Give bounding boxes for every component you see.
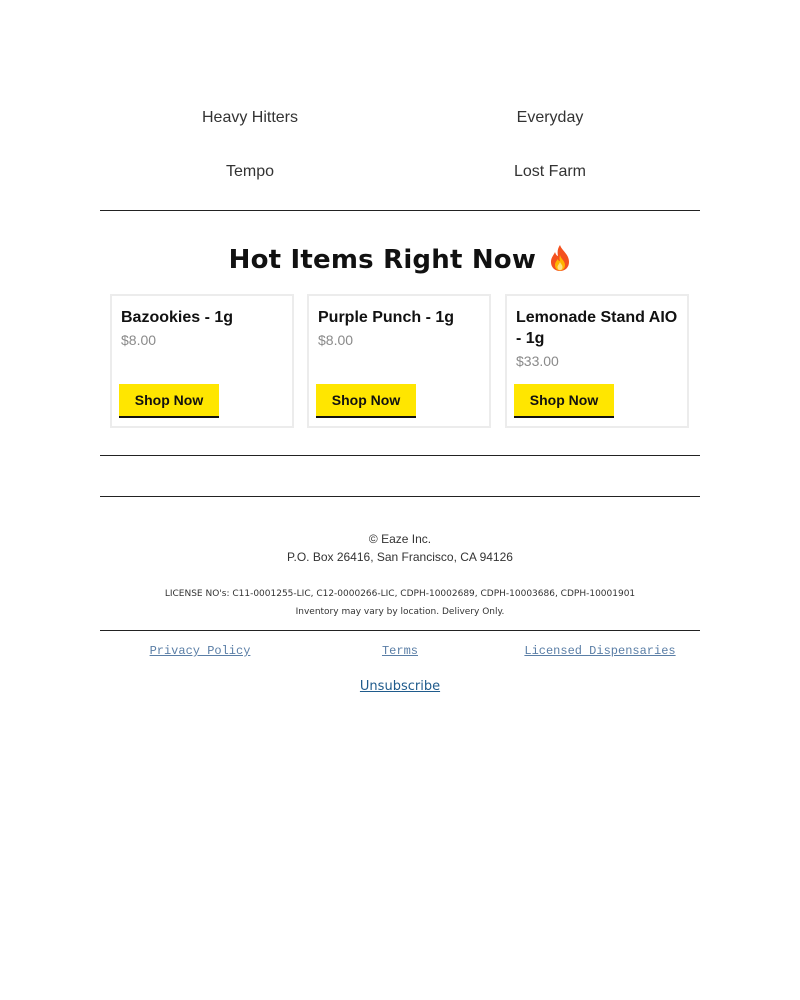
product-card bbox=[110, 294, 294, 428]
brand-link-lost-farm[interactable]: Lost Farm bbox=[513, 163, 586, 180]
hot-items-title: Hot Items Right Now bbox=[228, 245, 537, 275]
unsubscribe-link[interactable]: Unsubscribe bbox=[359, 679, 441, 694]
product-price: $33.00 bbox=[516, 353, 559, 369]
fire-icon bbox=[549, 244, 571, 272]
product-price: $8.00 bbox=[318, 332, 354, 348]
shop-now-button[interactable]: Shop Now bbox=[119, 384, 219, 418]
brand-link-heavy-hitters[interactable]: Heavy Hitters bbox=[201, 109, 299, 126]
copyright-text: © Eaze Inc. bbox=[368, 532, 432, 546]
product-price: $8.00 bbox=[121, 332, 157, 348]
brand-link-tempo[interactable]: Tempo bbox=[225, 163, 275, 180]
shop-now-button[interactable]: Shop Now bbox=[316, 384, 416, 418]
product-card bbox=[307, 294, 491, 428]
hot-items-heading bbox=[100, 240, 700, 280]
brand-link-everyday[interactable]: Everyday bbox=[516, 109, 584, 126]
license-text: LICENSE NO's: C11-0001255-LIC, C12-0000266-LIC, CDPH-10002689, CDPH-10003686, CDPH-10001901 bbox=[164, 589, 636, 599]
product-name: Lemonade Stand AIO - 1g bbox=[516, 309, 678, 347]
address-text: P.O. Box 26416, San Francisco, CA 94126 bbox=[287, 550, 513, 564]
divider bbox=[100, 455, 700, 456]
terms-link[interactable]: Terms bbox=[381, 644, 418, 658]
product-card bbox=[505, 294, 689, 428]
licensed-dispensaries-link[interactable]: Licensed Dispensaries bbox=[524, 644, 676, 658]
shop-now-button[interactable]: Shop Now bbox=[514, 384, 614, 418]
divider bbox=[100, 496, 700, 497]
product-name: Bazookies - 1g bbox=[121, 309, 234, 326]
divider bbox=[100, 630, 700, 631]
product-name: Purple Punch - 1g bbox=[318, 309, 455, 326]
privacy-policy-link[interactable]: Privacy Policy bbox=[149, 644, 251, 658]
inventory-note: Inventory may vary by location. Delivery Only. bbox=[295, 607, 505, 617]
unsubscribe-row bbox=[100, 678, 700, 696]
divider bbox=[100, 210, 700, 211]
